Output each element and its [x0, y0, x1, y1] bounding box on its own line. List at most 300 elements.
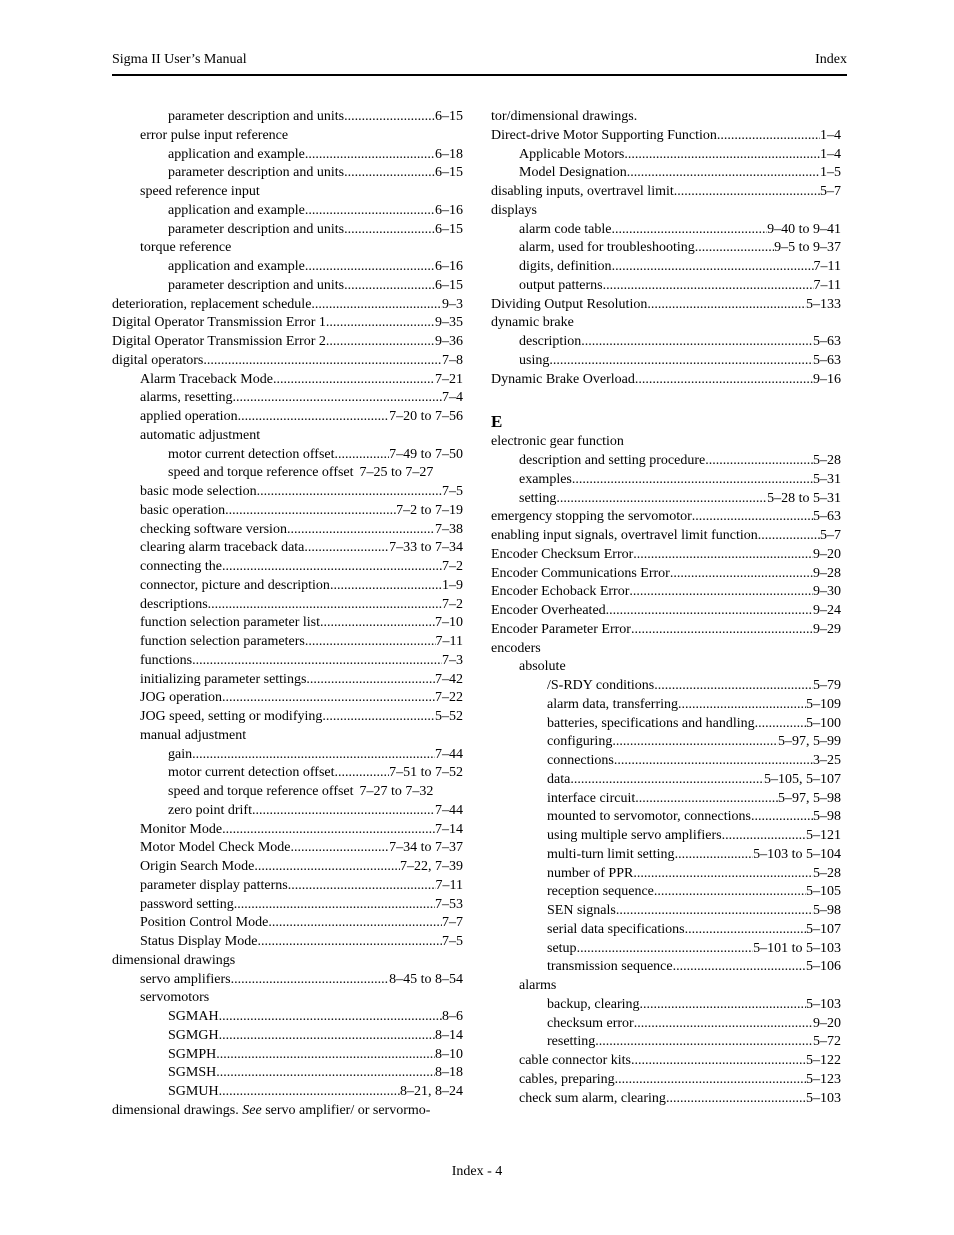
index-term: manual adjustment — [140, 727, 247, 743]
page-reference: 7–2 — [442, 559, 463, 574]
page-reference: 8–14 — [435, 1027, 463, 1043]
index-term: dimensional drawings — [112, 952, 236, 968]
page-reference: 7–33 to 7–34 — [389, 540, 463, 556]
index-term: speed and torque reference offset — [168, 465, 354, 481]
page-reference: 5–7 — [820, 528, 841, 543]
page-reference: 7–44 — [435, 746, 463, 762]
dot-leader — [304, 539, 389, 558]
index-term: backup, clearing — [547, 996, 640, 1012]
dot-leader — [257, 933, 442, 952]
index-term: configuring — [547, 734, 613, 750]
page-reference: 9–40 to 9–41 — [767, 221, 841, 237]
index-term: Encoder Echoback Error — [491, 584, 630, 600]
index-entry — [112, 877, 463, 896]
page-reference: 8–18 — [435, 1065, 463, 1081]
index-term: Encoder Overheated — [491, 603, 606, 618]
index-term: reception sequence — [547, 884, 654, 900]
index-term: function selection parameters — [140, 634, 305, 649]
index-entry — [112, 314, 463, 333]
index-term: alarm, used for troubleshooting — [519, 240, 695, 256]
index-term: alarms — [519, 978, 557, 993]
index-term: checking software version — [140, 521, 287, 537]
dot-leader — [627, 164, 820, 183]
index-term: Encoder Parameter Error — [491, 621, 631, 637]
dot-leader — [216, 1064, 435, 1083]
index-entry — [112, 689, 463, 708]
index-entry — [112, 371, 463, 390]
dot-leader — [705, 452, 813, 471]
see-reference-entry — [112, 1102, 463, 1121]
page-reference: 9–20 — [813, 546, 841, 562]
index-term: Motor Model Check Mode — [140, 840, 291, 856]
page-reference: 5–106 — [806, 959, 841, 975]
index-term: JOG operation — [140, 690, 223, 706]
index-term: dynamic brake — [491, 315, 574, 331]
page-reference: 9–5 to 9–37 — [774, 240, 841, 256]
dot-leader — [629, 583, 813, 602]
dot-leader — [233, 389, 442, 408]
page-reference: 7–25 to 7–27 — [359, 465, 434, 481]
index-entry — [491, 996, 841, 1015]
page-reference: 5–28 — [813, 453, 841, 468]
index-term: torque reference — [140, 240, 232, 256]
dot-leader — [305, 633, 436, 652]
index-entry — [112, 858, 463, 877]
index-entry — [491, 790, 841, 809]
index-entry — [491, 752, 841, 771]
dot-leader — [572, 471, 813, 490]
dot-leader — [305, 258, 435, 277]
dot-leader — [635, 371, 813, 390]
index-term: cables, preparing — [519, 1071, 615, 1087]
index-term: JOG speed, setting or modifying — [140, 709, 323, 724]
index-term: displays — [491, 202, 537, 218]
index-term: tor/dimensional drawings. — [491, 109, 638, 124]
index-entry — [491, 108, 841, 127]
dot-leader — [675, 846, 754, 865]
index-entry — [112, 1046, 463, 1065]
index-entry — [112, 558, 463, 577]
index-entry — [491, 452, 841, 471]
index-term: output patterns — [519, 277, 603, 293]
index-term: motor current detection offset — [168, 446, 335, 462]
page-reference: 9–29 — [813, 621, 841, 637]
dot-leader — [603, 277, 814, 296]
dot-leader — [695, 239, 774, 258]
dot-leader — [673, 958, 806, 977]
dot-leader — [549, 352, 813, 371]
index-term: transmission sequence — [547, 959, 673, 975]
index-term: examples — [519, 471, 572, 487]
header-rule — [112, 74, 847, 76]
page-reference: 7–34 to 7–37 — [389, 840, 463, 856]
page-reference: 7–10 — [435, 615, 463, 631]
manual-title: Sigma II User’s Manual — [112, 52, 247, 67]
dot-leader — [577, 940, 754, 959]
index-term: basic operation — [140, 502, 226, 518]
index-term: functions — [140, 652, 193, 668]
page-reference: 5–133 — [806, 296, 841, 312]
index-term: dimensional drawings. — [112, 1102, 243, 1118]
dot-leader — [633, 865, 813, 884]
index-term: SEN signals — [547, 903, 616, 918]
index-term: emergency stopping the servomotor — [491, 509, 692, 525]
page-reference: 6–15 — [435, 221, 463, 237]
dot-leader — [326, 333, 435, 352]
index-entry — [491, 827, 841, 846]
index-term: Origin Search Mode — [140, 859, 255, 874]
index-term: servo amplifiers — [140, 971, 231, 987]
dot-leader — [288, 877, 436, 896]
page-reference: 1–5 — [820, 165, 841, 181]
dot-leader — [616, 902, 813, 921]
page-reference: 9–24 — [813, 603, 841, 618]
index-term: Encoder Communications Error — [491, 565, 670, 581]
index-term: cable connector kits — [519, 1053, 631, 1068]
index-term: interface circuit — [547, 790, 636, 806]
index-entry — [491, 433, 841, 452]
index-term: parameter display patterns — [140, 877, 288, 893]
index-entry — [491, 164, 841, 183]
page-reference: 7–53 — [435, 896, 463, 912]
page-reference: 7–11 — [435, 877, 463, 893]
page-reference: 7–11 — [813, 259, 841, 274]
dot-leader — [685, 921, 806, 940]
page-reference: 7–38 — [435, 521, 463, 537]
index-entry — [112, 933, 463, 952]
index-term: Status Display Mode — [140, 934, 258, 949]
page-reference: 6–15 — [435, 277, 463, 293]
index-term: connections — [547, 753, 614, 768]
index-entry — [112, 802, 463, 821]
index-entry — [491, 296, 841, 315]
index-entry — [112, 671, 463, 690]
index-term: connecting the — [140, 559, 223, 574]
index-term: using — [519, 352, 550, 368]
index-entry — [491, 658, 841, 677]
index-term: Alarm Traceback Mode — [140, 371, 273, 387]
page-reference: 8–10 — [435, 1046, 463, 1062]
dot-leader — [631, 621, 813, 640]
index-entry — [112, 239, 463, 258]
index-term: check sum alarm, clearing — [519, 1090, 666, 1106]
index-entry — [491, 940, 841, 959]
index-term: servomotors — [140, 990, 210, 1006]
index-entry — [491, 808, 841, 827]
index-entry — [491, 977, 841, 996]
index-entry — [491, 846, 841, 865]
index-entry — [112, 502, 463, 521]
page-reference: 7–8 — [442, 352, 463, 368]
dot-leader — [203, 352, 442, 371]
index-term: Applicable Motors — [519, 146, 625, 162]
dot-leader — [222, 821, 435, 840]
dot-leader — [595, 1033, 813, 1052]
index-entry — [491, 865, 841, 884]
index-term: parameter description and units — [168, 165, 345, 181]
index-entry — [112, 427, 463, 446]
index-entry — [112, 277, 463, 296]
index-term: batteries, specifications and handling — [547, 715, 755, 731]
index-entry — [112, 1064, 463, 1083]
index-term: SGMAH — [168, 1009, 219, 1024]
index-entry — [112, 708, 463, 727]
page-reference: 5–63 — [813, 352, 841, 368]
index-term: /S-RDY conditions — [547, 678, 655, 693]
index-entry — [112, 296, 463, 315]
page-reference: 5–98 — [813, 903, 841, 918]
dot-leader — [674, 183, 820, 202]
index-entry — [491, 715, 841, 734]
index-term: multi-turn limit setting — [547, 846, 675, 862]
page-number: Index - 4 — [451, 1164, 503, 1179]
dot-leader — [755, 715, 806, 734]
dot-leader — [254, 858, 400, 877]
page-reference: 3–25 — [813, 753, 841, 768]
page-reference: 5–105 — [806, 884, 841, 900]
index-entry — [112, 971, 463, 990]
index-entry — [491, 771, 841, 790]
dot-leader — [624, 146, 820, 165]
dot-leader — [344, 108, 435, 127]
page-reference: 7–20 to 7–56 — [389, 409, 463, 424]
dot-leader — [222, 689, 435, 708]
page-reference: 6–15 — [435, 109, 463, 124]
index-entry — [112, 652, 463, 671]
dot-leader — [612, 258, 814, 277]
dot-leader — [556, 490, 767, 509]
index-term: application and example — [168, 202, 305, 218]
page-reference: 7–4 — [442, 390, 463, 406]
index-entry — [112, 989, 463, 1008]
dot-leader — [257, 483, 442, 502]
dot-leader — [634, 1015, 813, 1034]
index-entry — [491, 546, 841, 565]
index-entry — [112, 408, 463, 427]
index-column-right — [491, 108, 841, 1108]
dot-leader — [219, 1027, 435, 1046]
index-term: number of PPR — [547, 865, 634, 881]
index-term: digits, definition — [519, 259, 612, 274]
index-entry — [491, 921, 841, 940]
page-reference: 6–18 — [435, 146, 463, 162]
dot-leader — [225, 502, 396, 521]
index-entry — [112, 258, 463, 277]
index-entry — [491, 1071, 841, 1090]
page-reference: 7–5 — [442, 934, 463, 949]
page-reference: 5–122 — [806, 1053, 841, 1068]
dot-leader — [344, 164, 435, 183]
index-entry — [491, 733, 841, 752]
dot-leader — [320, 614, 435, 633]
index-term: setting — [519, 490, 557, 506]
index-term: digital operators — [112, 352, 204, 368]
index-entry — [112, 108, 463, 127]
index-entry — [112, 746, 463, 765]
dot-leader — [192, 746, 435, 765]
dot-leader — [268, 914, 442, 933]
index-entry — [112, 577, 463, 596]
index-entry — [491, 333, 841, 352]
dot-leader — [330, 577, 442, 596]
dot-leader — [751, 808, 813, 827]
page-reference: 8–45 to 8–54 — [389, 971, 463, 987]
dot-leader — [758, 527, 820, 546]
index-entry — [112, 202, 463, 221]
index-entry — [491, 621, 841, 640]
index-entry — [491, 202, 841, 221]
index-term: applied operation — [140, 409, 238, 424]
index-term: zero point drift — [168, 802, 252, 818]
index-term: speed and torque reference offset — [168, 784, 354, 799]
page-reference: 6–16 — [435, 259, 463, 274]
dot-leader — [208, 596, 442, 615]
page-reference: 9–16 — [813, 371, 841, 387]
dot-leader — [322, 708, 435, 727]
index-term: setup — [547, 940, 577, 956]
index-entry — [112, 952, 463, 971]
index-entry — [491, 239, 841, 258]
index-entry — [112, 464, 463, 483]
page-reference: 7–22, 7–39 — [400, 859, 463, 874]
index-entry — [112, 183, 463, 202]
page-reference: 5–123 — [806, 1071, 841, 1087]
dot-leader — [231, 971, 390, 990]
index-entry — [112, 352, 463, 371]
index-entry — [491, 1033, 841, 1052]
page-reference: 7–51 to 7–52 — [389, 765, 463, 781]
index-term: Digital Operator Transmission Error 2 — [112, 334, 326, 349]
index-entry — [112, 446, 463, 465]
index-entry — [491, 508, 841, 527]
page-reference: 7–27 to 7–32 — [359, 784, 434, 799]
dot-leader — [606, 602, 813, 621]
dot-leader — [252, 802, 435, 821]
page-reference: 7–5 — [442, 484, 463, 499]
index-entry — [491, 640, 841, 659]
index-entry — [491, 902, 841, 921]
index-term: resetting — [547, 1034, 596, 1050]
index-term: using multiple servo amplifiers — [547, 828, 722, 843]
index-term: Position Control Mode — [140, 915, 269, 931]
index-term: parameter description and units — [168, 277, 345, 293]
page-reference: 5–121 — [806, 828, 841, 843]
dot-leader — [612, 221, 768, 240]
index-term: clearing alarm traceback data — [140, 540, 305, 556]
page-reference: 5–103 — [806, 1090, 841, 1106]
index-entry — [112, 521, 463, 540]
page-reference: 7–14 — [435, 821, 463, 837]
dot-leader — [666, 1090, 806, 1109]
page-reference: 7–11 — [435, 634, 463, 649]
index-entry — [491, 277, 841, 296]
index-entry — [112, 783, 463, 802]
dot-leader — [238, 408, 390, 427]
index-term: application and example — [168, 259, 305, 274]
page-reference: 1–9 — [442, 577, 463, 593]
index-entry — [112, 127, 463, 146]
index-term: serial data specifications — [547, 921, 685, 937]
index-term: SGMPH — [168, 1046, 217, 1062]
page-reference: 6–16 — [435, 202, 463, 218]
index-entry — [112, 483, 463, 502]
index-entry — [112, 821, 463, 840]
dot-leader — [670, 565, 813, 584]
dot-leader — [192, 652, 442, 671]
dot-leader — [326, 314, 435, 333]
dot-leader — [615, 1071, 806, 1090]
index-term: password setting — [140, 896, 234, 912]
page-reference: 5–105, 5–107 — [764, 771, 841, 787]
index-term: disabling inputs, overtravel limit — [491, 184, 674, 199]
page-reference: 5–103 to 5–104 — [753, 846, 841, 862]
index-entry — [491, 127, 841, 146]
page-reference: 5–63 — [813, 334, 841, 349]
page-reference: 7–2 — [442, 596, 463, 612]
index-term: data — [547, 771, 571, 787]
dot-leader — [219, 1083, 400, 1102]
page-reference: 5–101 to 5–103 — [753, 940, 841, 956]
index-entry — [491, 258, 841, 277]
dot-leader — [305, 146, 435, 165]
page-reference: 5–109 — [806, 696, 841, 712]
page-reference: 7–44 — [435, 802, 463, 818]
dot-leader — [581, 333, 813, 352]
dot-leader — [631, 1052, 806, 1071]
dot-leader — [335, 764, 390, 783]
page-reference: 1–4 — [820, 146, 841, 162]
dot-leader — [219, 1008, 442, 1027]
page-reference: 5–31 — [813, 471, 841, 487]
index-entry — [112, 1008, 463, 1027]
index-term: mounted to servomotor, connections — [547, 809, 751, 825]
page-reference: 7–11 — [813, 277, 841, 293]
index-term: descriptions — [140, 596, 208, 612]
dot-leader — [222, 558, 442, 577]
index-entry — [491, 602, 841, 621]
index-entry — [491, 146, 841, 165]
index-term: deterioration, replacement schedule — [112, 296, 312, 312]
index-entry — [112, 896, 463, 915]
page-reference: 6–15 — [435, 165, 463, 181]
index-term: electronic gear function — [491, 434, 624, 450]
index-term: parameter description and units — [168, 221, 345, 237]
dot-leader — [311, 296, 442, 315]
index-entry — [112, 633, 463, 652]
index-term: motor current detection offset — [168, 765, 335, 781]
page-reference: 9–20 — [813, 1015, 841, 1031]
page-reference: 5–63 — [813, 509, 841, 525]
dot-leader — [640, 996, 806, 1015]
index-term: application and example — [168, 146, 305, 162]
index-entry — [491, 565, 841, 584]
index-entry — [112, 333, 463, 352]
index-entry — [112, 727, 463, 746]
index-entry — [491, 314, 841, 333]
index-entry — [491, 677, 841, 696]
index-term: description and setting procedure — [519, 453, 706, 468]
page-reference: 5–103 — [806, 996, 841, 1012]
index-term: parameter description and units — [168, 109, 345, 124]
dot-leader — [614, 752, 813, 771]
index-entry — [491, 352, 841, 371]
dot-leader — [306, 671, 435, 690]
page-header — [112, 52, 847, 72]
dot-leader — [612, 733, 778, 752]
dot-leader — [234, 896, 435, 915]
dot-leader — [654, 677, 813, 696]
index-term: SGMGH — [168, 1027, 219, 1043]
